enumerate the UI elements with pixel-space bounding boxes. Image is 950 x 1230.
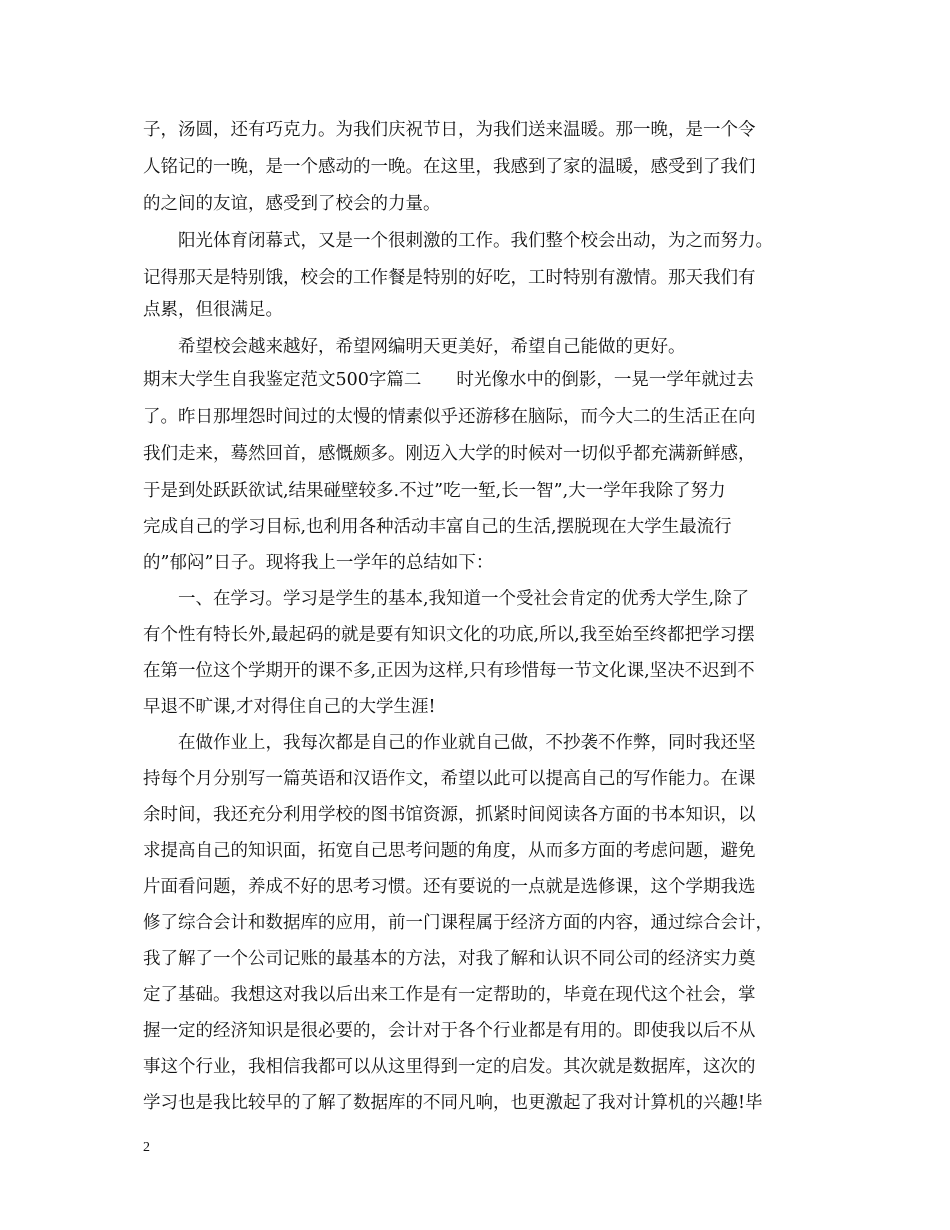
text-line: 在第一位这个学期开的课不多,正因为这样,只有珍惜每一节文化课,坚决不迟到不 <box>143 661 755 681</box>
text-line: 的”郁闷”日子。现将我上一学年的总结如下： <box>143 553 494 573</box>
text-line: 我们走来，蓦然回首，感慨颇多。刚迈入大学的时候对一切似乎都充满新鲜感， <box>143 444 756 464</box>
text-line: 一、在学习。学习是学生的基本,我知道一个受社会肯定的优秀大学生,除了 <box>143 589 750 609</box>
text-line: 有个性有特长外,最起码的就是要有知识文化的功底,所以,我至始至终都把学习摆 <box>143 625 755 645</box>
text-line: 点累，但很满足。 <box>143 300 283 320</box>
text-line: 了。昨日那埋怨时间过的太慢的情素似乎还游移在脑际，而今大二的生活正在向 <box>143 407 756 427</box>
text-line: 握一定的经济知识是很必要的，会计对于各个行业都是有用的。即使我以后不从 <box>143 1021 756 1041</box>
text-line: 定了基础。我想这对我以后出来工作是有一定帮助的，毕竟在现代这个社会，掌 <box>143 985 756 1005</box>
text-line: 记得那天是特别饿，校会的工作餐是特别的好吃，工时特别有激情。那天我们有 <box>143 268 756 288</box>
text-line: 完成自己的学习目标,也利用各种活动丰富自己的生活,摆脱现在大学生最流行 <box>143 517 732 537</box>
text-line: 于是到处跃跃欲试,结果碰壁较多.不过”吃一堑,长一智”,大一学年我除了努力 <box>143 481 726 501</box>
text-line: 学习也是我比较早的了解了数据库的不同凡响，也更激起了我对计算机的兴趣!毕 <box>143 1093 763 1113</box>
text-line: 余时间，我还充分利用学校的图书馆资源，抓紧时间阅读各方面的书本知识，以 <box>143 805 756 825</box>
text-line: 在做作业上，我每次都是自己的作业就自己做，不抄袭不作弊，同时我还坚 <box>143 733 756 753</box>
text-line: 希望校会越来越好，希望网编明天更美好，希望自己能做的更好。 <box>143 337 686 357</box>
text-line: 事这个行业，我相信我都可以从这里得到一定的启发。其次就是数据库，这次的 <box>143 1057 756 1077</box>
text-line: 的之间的友谊，感受到了校会的力量。 <box>143 194 441 214</box>
text-line: 修了综合会计和数据库的应用，前一门课程属于经济方面的内容，通过综合会计， <box>143 913 773 933</box>
page-number: 2 <box>143 1140 150 1155</box>
text-line: 子，汤圆，还有巧克力。为我们庆祝节日，为我们送来温暖。那一晚，是一个令 <box>143 120 756 140</box>
text-line: 求提高自己的知识面，拓宽自己思考问题的角度，从而多方面的考虑问题，避免 <box>143 841 756 861</box>
text-line: 持每个月分别写一篇英语和汉语作文，希望以此可以提高自己的写作能力。在课 <box>143 769 756 789</box>
text-line: 早退不旷课,才对得住自己的大学生涯! <box>143 697 436 717</box>
text-line: 片面看问题，养成不好的思考习惯。还有要说的一点就是选修课，这个学期我选 <box>143 877 756 897</box>
text-line: 阳光体育闭幕式，又是一个很刺激的工作。我们整个校会出动，为之而努力。 <box>143 231 773 251</box>
text-line: 期末大学生自我鉴定范文500字篇二 时光像水中的倒影，一晃一学年就过去 <box>143 370 754 390</box>
text-line: 人铭记的一晚，是一个感动的一晚。在这里，我感到了家的温暖，感受到了我们 <box>143 157 756 177</box>
text-line: 我了解了一个公司记账的最基本的方法，对我了解和认识不同公司的经济实力奠 <box>143 949 756 969</box>
